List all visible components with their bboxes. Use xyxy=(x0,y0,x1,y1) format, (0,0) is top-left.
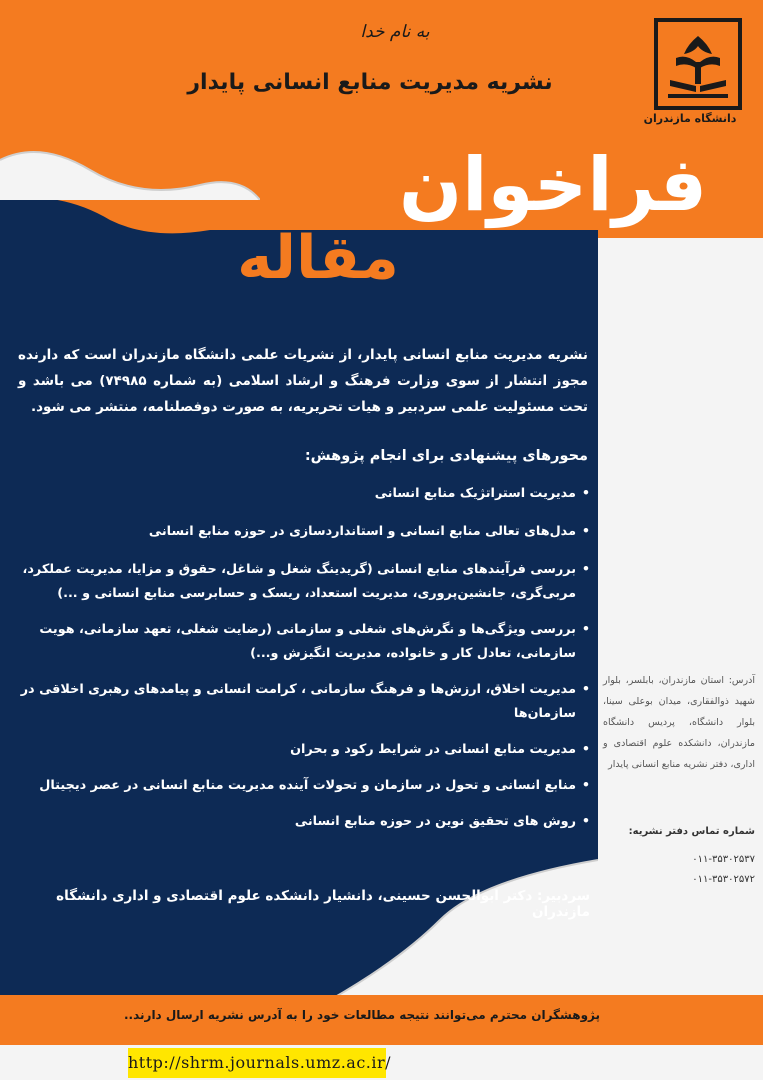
university-logo xyxy=(654,18,742,110)
call-title: فراخوان xyxy=(398,142,708,228)
editor-line: سردبیر: دکتر ابوالحسن حسینی، دانشیار دانشکده علوم اقتصادی و اداری دانشگاه مازندران xyxy=(56,888,590,920)
university-name: دانشگاه مازندران xyxy=(643,112,737,125)
topic-item: • مدیریت استراتژیک منابع انسانی xyxy=(18,482,590,506)
address: آدرس: استان مازندران، بابلسر، بلوار شهید ذوالفقاری، میدان بوعلی سینا، بلوار دانشگاه، پردیس دانشگاه مازندران، دانشکده علوم اقتصادی و اداری، دفتر نشریه منابع انسانی پایدار xyxy=(603,675,755,770)
journal-name: نشریه مدیریت منابع انسانی پایدار xyxy=(187,70,553,95)
phone-number: ۰۱۱-۳۵۳۰۲۵۷۲ xyxy=(692,874,755,885)
topic-item: • مدیریت منابع انسانی در شرایط رکود و بحران xyxy=(18,738,590,762)
book-tree-icon xyxy=(658,22,738,106)
phone-number: ۰۱۱-۳۵۳۰۲۵۳۷ xyxy=(692,854,755,865)
topic-item: • روش های تحقیق نوین در حوزه منابع انسانی xyxy=(18,810,590,834)
bismillah: به نام خدا xyxy=(360,22,430,42)
topic-item: • مدل‌های تعالی منابع انسانی و استانداردسازی در حوزه منابع انسانی xyxy=(18,520,590,544)
topic-item: • منابع انسانی و تحول در سازمان و تحولات آینده مدیریت منابع انسانی در عصر دیجیتال xyxy=(18,774,590,798)
article-title: مقاله xyxy=(237,223,399,293)
journal-url-link[interactable]: http://shrm.journals.umz.ac.ir/ xyxy=(128,1048,386,1078)
intro-paragraph: نشریه مدیریت منابع انسانی پایدار، از نشریات علمی دانشگاه مازندران است که دارنده مجوز انتشار از سوی وزارت فرهنگ و ارشاد اسلامی (به شماره ۷۴۹۸۵) می باشد و تحت مسئولیت علمی سردبیر و هیات تحریریه، به صورت دوفصلنامه، منتشر می شود. xyxy=(18,347,588,415)
topics-heading: محورهای پیشنهادی برای انجام پژوهش: xyxy=(304,448,588,464)
topic-item: • بررسی ویژگی‌ها و نگرش‌های شغلی و سازمانی (رضایت شغلی، تعهد سازمانی، هویت سازمانی، تعادل کار و خانواده، مدیریت انگیزش و...) xyxy=(18,618,590,666)
topic-item: • بررسی فرآیندهای منابع انسانی (گریدینگ شغل و شاغل، حقوق و مزایا، مدیریت عملکرد، مربی‌گری، جانشین‌پروری، مدیریت استعداد، ریسک و حسابرسی منابع انسانی و ...) xyxy=(18,558,590,606)
phone-label: شماره تماس دفتر نشریه: xyxy=(628,826,755,837)
topics-list xyxy=(18,482,590,834)
topic-item: • مدیریت اخلاق، ارزش‌ها و فرهنگ سازمانی ، کرامت انسانی و پیامدهای رهبری اخلاقی در سازمان‌ها xyxy=(18,678,590,726)
submission-note: پژوهشگران محترم می‌توانند نتیجه مطالعات خود را به آدرس نشریه ارسال دارند.. xyxy=(123,1008,600,1022)
